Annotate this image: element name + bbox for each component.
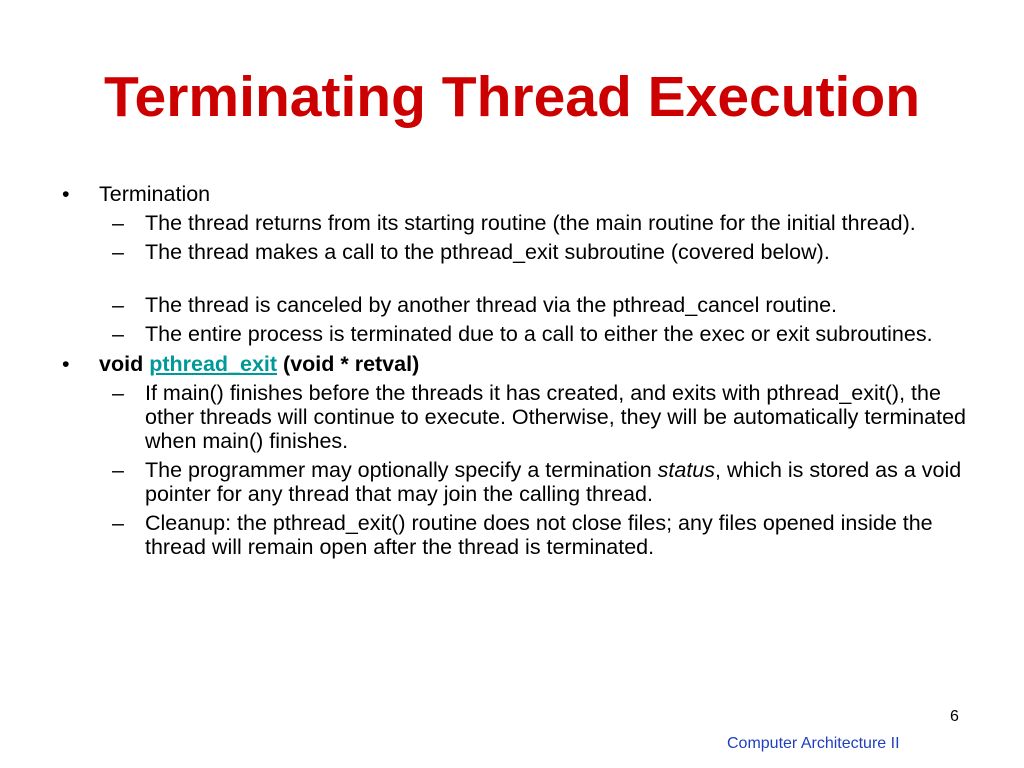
slide-body (62, 182, 972, 559)
bullet-marker: • (62, 182, 70, 206)
dash-marker: – (112, 240, 124, 264)
sub-item-returns (62, 211, 972, 235)
sub-item-text-before: The programmer may optionally specify a termination (145, 458, 658, 482)
status-emphasis: status (657, 458, 716, 482)
dash-marker: – (112, 381, 124, 405)
pthread-exit-link[interactable]: pthread_exit (149, 352, 278, 376)
dash-marker: – (112, 458, 124, 482)
slide-title: Terminating Thread Execution (103, 65, 921, 129)
bullet-termination (62, 182, 972, 206)
signature-return-type: void (99, 352, 144, 376)
blank-line (62, 264, 972, 288)
sub-item-pthread-exit-call (62, 240, 972, 264)
sub-item-text: The thread makes a call to the pthread_exit subroutine (covered below). (145, 240, 830, 264)
bullet-marker: • (62, 352, 70, 376)
sub-item-text: The entire process is terminated due to a call to either the exec or exit subroutines. (145, 322, 933, 346)
sub-item-text: The thread is canceled by another thread via the pthread_cancel routine. (145, 293, 838, 317)
dash-marker: – (112, 293, 124, 317)
dash-marker: – (112, 511, 124, 535)
dash-marker: – (112, 322, 124, 346)
sub-item-text: The thread returns from its starting routine (the main routine for the initial thread). (145, 211, 916, 235)
page-number: 6 (950, 708, 959, 725)
sub-item-main-finishes (62, 381, 972, 453)
sub-item-text-after: , which is stored as a void pointer for any thread that may join the calling thread. (145, 458, 962, 506)
bullet-pthread-exit-signature (62, 352, 972, 376)
signature-params: (void * retval) (283, 352, 420, 376)
footer-course-name: Computer Architecture II (727, 735, 900, 752)
sub-item-status (62, 458, 972, 506)
sub-item-process-terminated (62, 322, 972, 346)
sub-item-text: If main() finishes before the threads it has created, and exits with pthread_exit(), the other threads will continue to execute. Otherwise, they will be automatically terminated when main() finishes. (145, 381, 966, 453)
bullet-heading: Termination (99, 182, 211, 206)
dash-marker: – (112, 211, 124, 235)
sub-item-text: Cleanup: the pthread_exit() routine does not close files; any files opened inside the thread will remain open after the thread is terminated. (145, 511, 933, 559)
sub-item-canceled (62, 293, 972, 317)
sub-item-cleanup (62, 511, 972, 559)
